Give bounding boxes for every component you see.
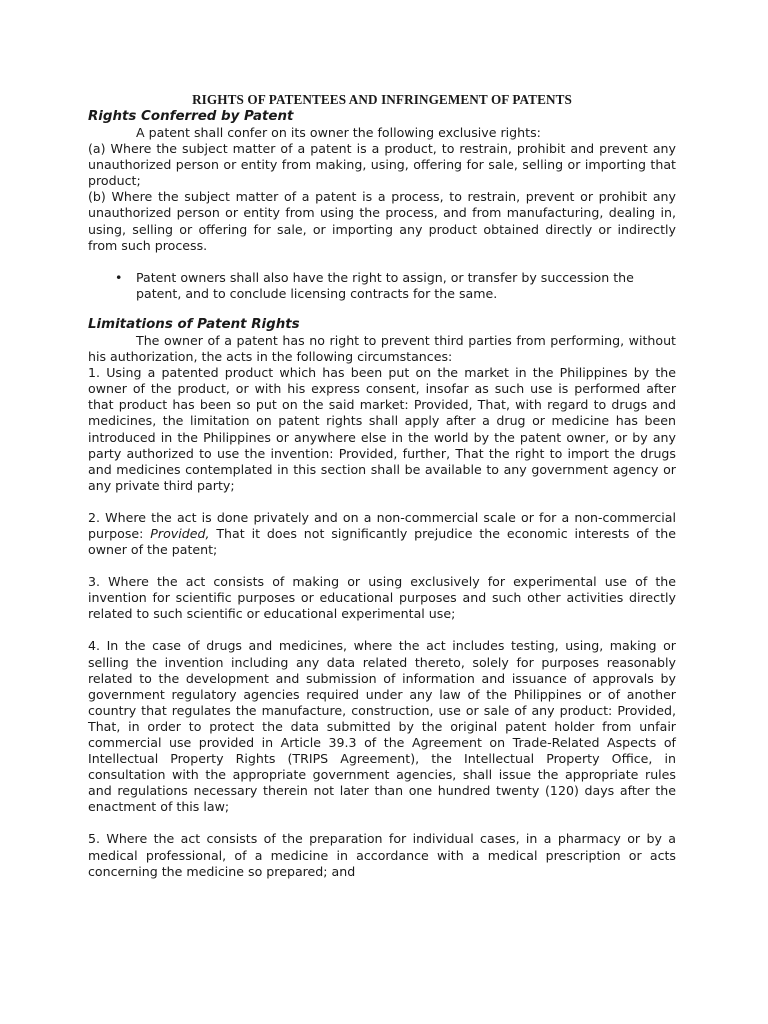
limitations-intro-paragraph: The owner of a patent has no right to prevent third parties from performing, without his authorization, the acts in the following circumstances: (88, 332, 676, 365)
paragraph-spacer (88, 815, 676, 831)
paragraph-spacer (88, 558, 676, 574)
section-heading-limitations: Limitations of Patent Rights (88, 316, 300, 332)
rights-item-a: (a) Where the subject matter of a patent is a product, to restrain, prohibit and prevent any unauthorized person or entity from making, using, offering for sale, selling or importing that product; (88, 141, 676, 189)
rights-item-b: (b) Where the subject matter of a patent is a process, to restrain, prevent or prohibit any unauthorized person or entity from using the process, and from manufacturing, dealing in, using, selling or offering for sale, or importing any product obtained directly or indirectly from such process. (88, 189, 676, 253)
limitation-item-2-provided: Provided, (150, 525, 210, 541)
document-page (88, 92, 676, 880)
bullet-icon: • (115, 269, 123, 285)
document-title: RIGHTS OF PATENTEES AND INFRINGEMENT OF PATENTS (192, 92, 572, 107)
bullet-item-assign-transfer (88, 270, 676, 302)
bullet-text: Patent owners shall also have the right to assign, or transfer by succession the patent, and to conclude licensing contracts for the same. (136, 269, 634, 301)
section-heading-rights-conferred: Rights Conferred by Patent (88, 109, 294, 124)
limitation-item-3: 3. Where the act consists of making or using exclusively for experimental use of the invention for scientific purposes or educational purposes and such other activities directly related to such scientific or educational experimental use; (88, 574, 676, 622)
paragraph-spacer (88, 622, 676, 638)
limitation-item-5: 5. Where the act consists of the preparation for individual cases, in a pharmacy or by a medical professional, of a medicine in accordance with a medical prescription or acts concerning the medicine so prepared; and (88, 831, 676, 879)
limitation-item-1: 1. Using a patented product which has been put on the market in the Philippines by the owner of the product, or with his express consent, insofar as such use is performed after that product has been so put on the said market: Provided, That, with regard to drugs and medicines, the limitation on patent rights shall apply after a drug or medicine has been introduced in the Philippines or anywhere else in the world by the patent owner, or by any party authorized to use the invention: Provided, further, That the right to import the drugs and medicines contemplated in this section shall be available to any government agency or any private third party; (88, 365, 676, 493)
limitation-item-2-text-end: That it does not significantly prejudice the economic interests of the owner of the patent; (88, 525, 676, 558)
paragraph-spacer (88, 494, 676, 510)
limitation-item-4: 4. In the case of drugs and medicines, where the act includes testing, using, making or selling the invention including any data related thereto, solely for purposes reasonably related to the development and submission of information and issuance of approvals by government regulatory agencies required under any law of the Philippines or of another country that regulates the manufacture, construction, use or sale of any product: Provided, That, in order to protect the data submitted by the original patent holder from unfair commercial use provided in Article 39.3 of the Agreement on Trade-Related Aspects of Intellectual Property Rights (TRIPS Agreement), the Intellectual Property Office, in consultation with the appropriate government agencies, shall issue the appropriate rules and regulations necessary therein not later than one hundred twenty (120) days after the enactment of this law; (88, 638, 676, 815)
rights-bullet-list (88, 270, 676, 302)
rights-intro-paragraph: A patent shall confer on its owner the following exclusive rights: (136, 125, 541, 140)
limitation-item-2 (88, 510, 676, 558)
limitation-item-2-text-start: 2. Where the act is done privately and on a non-commercial scale or for a non-commercial purpose: (88, 509, 676, 541)
